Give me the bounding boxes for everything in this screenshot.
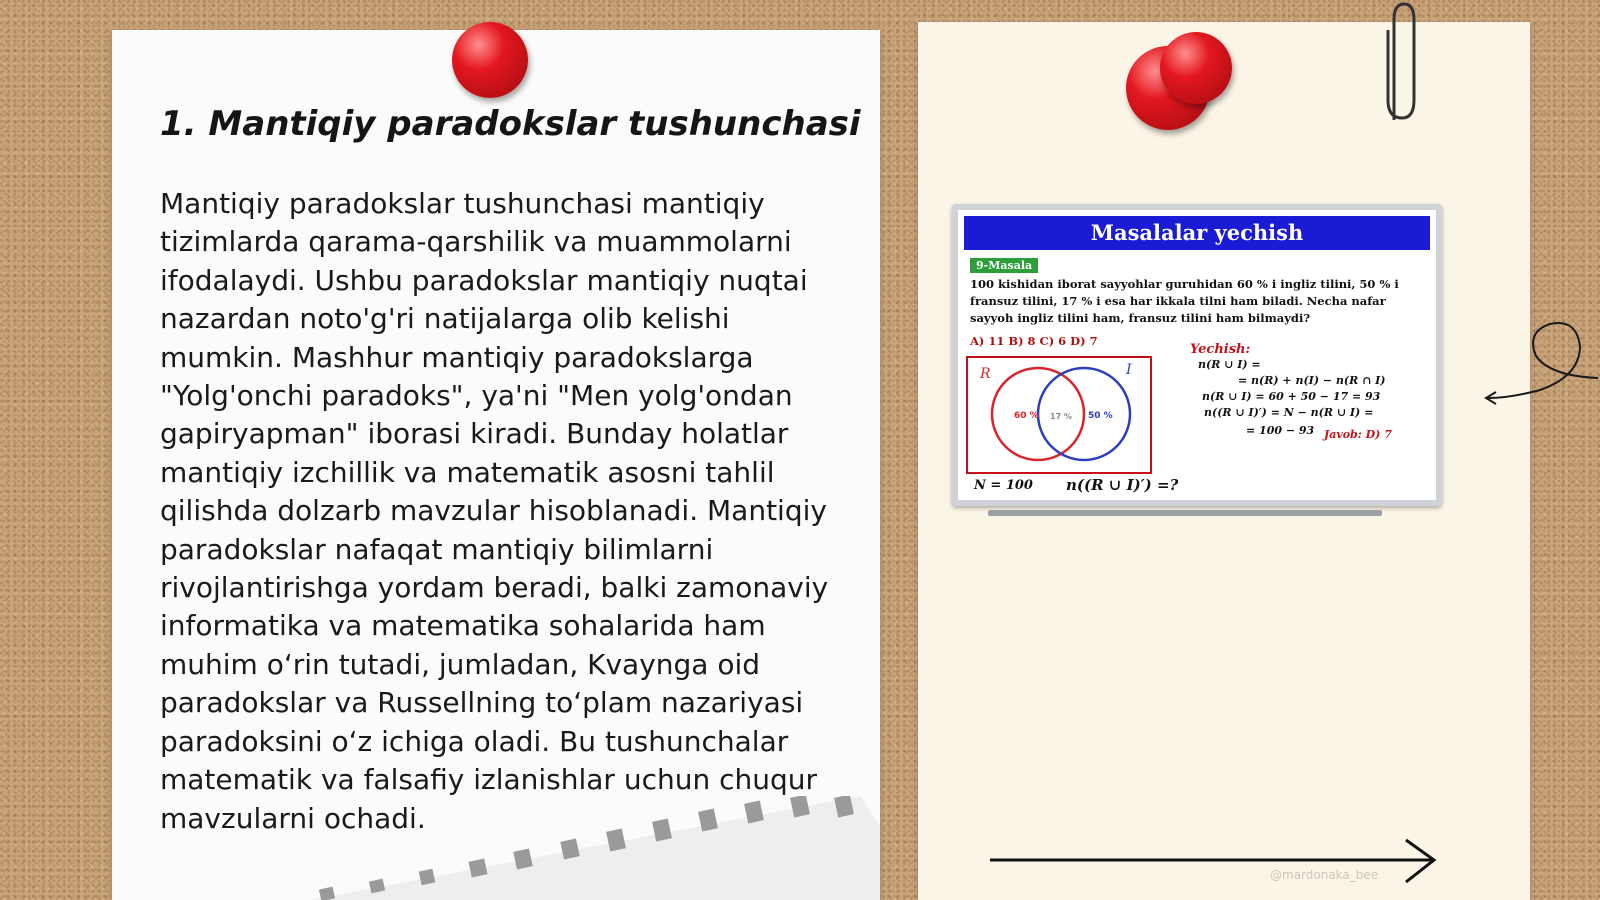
problem-text: 100 kishidan iborat sayyohlar guruhidan 60 % i ingliz tilini, 50 % i fransuz tilini, 17 % i esa har ikkala tilni ham biladi. Necha nafar sayyoh ingliz tilini ham, fransuz tilini ham bilmaydi? [970, 277, 1399, 325]
whiteboard-frame [952, 204, 1442, 506]
slide-title: 1. Mantiqiy paradokslar tushunchasi [160, 104, 861, 144]
solution-line: n((R ∪ I)′) = N − n(R ∪ I) = [1204, 406, 1374, 419]
solution-line: n(R ∪ I) = [1198, 358, 1261, 371]
red-pushpin-right-front [1160, 32, 1232, 104]
problem-tag: 9-Masala [970, 258, 1038, 273]
whiteboard-header: Masalalar yechish [964, 216, 1430, 250]
torn-paper-edge [300, 796, 880, 900]
solution-line: = 100 − 93 [1246, 424, 1315, 437]
whiteboard-tray [988, 510, 1382, 516]
paper-clip-icon [1374, 0, 1420, 130]
solution-answer: Javob: D) 7 [1324, 428, 1392, 441]
venn-right-pct: 50 % [1088, 411, 1113, 421]
watermark-text: @mardonaka_bee [1270, 868, 1379, 882]
solution-title: Yechish: [1190, 342, 1251, 357]
solution-line: = n(R) + n(I) − n(R ∩ I) [1238, 374, 1386, 387]
question-formula: n((R ∪ I)′) =? [1066, 476, 1179, 494]
venn-left-pct: 60 % [1014, 411, 1039, 421]
venn-center-pct: 17 % [1050, 412, 1072, 421]
answer-options: A) 11 B) 8 C) 6 D) 7 [970, 334, 1098, 348]
curly-arrow-decoration [1480, 310, 1600, 410]
slide-body-text: Mantiqiy paradokslar tushunchasi mantiqiy tizimlarda qarama-qarshilik va muammolarni ifodalaydi. Ushbu paradokslar mantiqiy nuqtai nazardan noto'g'ri natijalarga olib kelishi mumkin. Mashhur mantiqiy paradokslarga "Yolg'onchi paradoks", ya'ni "Men yolg'ondan gapiryapman" iborasi kiradi. Bunday holatlar mantiqiy izchillik va matematik asosni tahlil qilishda dolzarb mavzular hisoblanadi. Mantiqiy paradokslar nafaqat mantiqiy bilimlarni rivojlantirishga yordam beradi, balki zamonaviy informatika va matematika sohalarida ham muhim o‘rin tutadi, jumladan, Kvaynga oid paradokslar va Russellning to‘plam nazariyasi paradoksini o‘z ichiga oladi. Bu tushunchalar matematik va falsafiy izlanishlar uchun chuqur mavzularni ochadi. [160, 187, 829, 835]
n-total-label: N = 100 [974, 478, 1033, 493]
venn-label-i: I [1126, 362, 1132, 378]
whiteboard-image [952, 204, 1446, 524]
solution-line: n(R ∪ I) = 60 + 50 − 17 = 93 [1202, 390, 1381, 403]
red-pushpin-left [452, 22, 528, 98]
venn-diagram [966, 356, 1154, 476]
venn-label-r: R [980, 366, 991, 382]
